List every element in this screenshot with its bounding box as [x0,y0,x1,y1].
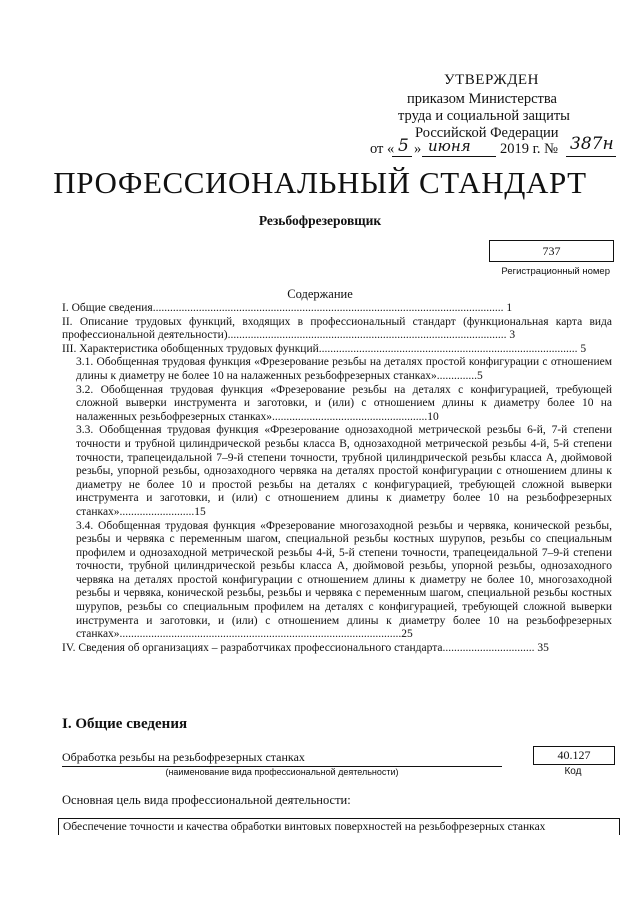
document-title: ПРОФЕССИОНАЛЬНЫЙ СТАНДАРТ [53,165,587,200]
toc-leader: .......................... [119,505,195,518]
date-prefix: от « [370,141,395,157]
toc-entry[interactable] [62,520,612,642]
toc-page: 1 [506,302,513,314]
toc-entry-text: 3.2. Обобщенная трудовая функция «Фрезерование резьбы на деталях с конфигурацией, требующей сложной выверки инструмента и заготовки, и (или) с отношением длины к диаметру более 10 на налаженных резьбофрезерных станках» [76,383,612,423]
day-underline [392,156,412,157]
toc-page: 5 [580,342,587,355]
toc-heading: Содержание [287,287,353,301]
approval-line: Российской Федерации [415,125,559,141]
toc-entry-text: III. Характеристика обобщенных трудовых функций [62,342,319,355]
toc-entry-text: II. Описание трудовых функций, входящих в профессиональный стандарт (функциональная карта вида профессиональной деятельности) [62,315,612,342]
toc-leader: .......................................................................................... [318,342,578,355]
toc-entry-text: 3.3. Обобщенная трудовая функция «Фрезерование однозаходной метрической резьбы 6-й, 7-й степени точности и трубной цилиндрической резьбы класса B, однозаходной метрической резьбы 4-й, 5-й степени точности, трапецеидальной 7–9-й степени точности, трубной цилиндрической резьбы класса A, дюймовой резьбы, упорной резьбы, однозаходного червяка на деталях простой конфигурации с отношением длины к диаметру не более 10 и простой резьбы на деталях с конфигурацией, требующей сложной выверки инструмента и заготовки, и (или) с отношением длины к диаметру более 10 на резьбофрезерных станках» [76,424,612,518]
toc-entry[interactable] [62,343,612,357]
approval-heading: УТВЕРЖДЕН [444,72,539,88]
toc-entry[interactable] [62,316,612,343]
toc-entry-text: IV. Сведения об организациях – разработчиках профессионального стандарта [62,641,443,654]
toc-leader: .............. [436,369,478,382]
approval-month: июня [428,137,471,155]
approval-line: труда и социальной защиты [398,108,570,124]
approval-year: 2019 г. № [500,141,559,157]
toc-entry[interactable] [62,356,612,383]
toc-entry[interactable] [62,424,612,519]
activity-code: 40.127 [533,746,615,765]
toc-entry[interactable] [62,384,612,425]
toc-page: 25 [401,628,413,641]
activity-name: Обработка резьбы на резьбофрезерных станках [62,750,502,767]
profession-name: Резьбофрезеровщик [258,213,382,228]
approval-number: 387н [570,134,614,154]
code-label: Код [564,766,582,777]
registration-label: Регистрационный номер [501,266,610,277]
approval-day: 5 [398,136,409,156]
section-heading: I. Общие сведения [62,716,188,732]
toc-leader: ................................ [442,641,535,654]
month-underline [422,156,496,157]
registration-number: 737 [489,240,614,262]
number-underline [566,156,616,157]
toc-page: 15 [194,505,206,518]
toc-leader: ...................................................... [272,410,428,423]
toc-entry-text: I. Общие сведения [62,302,153,314]
goal-text: Обеспечение точности и качества обработки винтовых поверхностей на резьбофрезерных станках [58,818,620,835]
toc-page: 35 [537,641,549,654]
toc-page: 5 [477,369,483,382]
table-of-contents [62,302,612,655]
activity-caption: (наименование вида профессиональной деятельности) [165,767,399,777]
toc-entry-text: 3.4. Обобщенная трудовая функция «Фрезерование многозаходной резьбы и червяка, конической резьбы, резьбы и червяка с переменным шагом, специальной резьбы костных шурупов, резьбы со специальным профилем и однозаходной метрической резьбы 4-й, 5-й степени точности, трапецеидальной 7–9-й степени точности, трубной цилиндрической резьбы класса A, дюймовой резьбы, упорной резьбы, однозаходного червяка на деталях простой конфигурации с отношением длины к диаметру не более 10, многозаходной резьбы и червяка, конической резьбы, резьбы и червяка с переменным шагом, специальной резьбы костных шурупов, резьбы со специальным профилем на деталях с конфигурацией, требующей сложной выверки инструмента и заготовки, и (или) с отношением длины к диаметру более 10 на резьбофрезерных станках» [76,519,612,641]
toc-entry[interactable] [62,642,612,656]
toc-leader: .................................................................................................. [119,628,402,641]
toc-page: 3 [509,329,516,342]
date-mid: » [414,141,422,157]
approval-line: приказом Министерства [407,91,557,107]
toc-leader: .......................................................................................................................... [152,302,504,314]
toc-entry-text: 3.1. Обобщенная трудовая функция «Фрезерование резьбы на деталях простой конфигурации с отношением длины к диаметру не более 10 на налаженных резьбофрезерных станках» [76,356,612,382]
toc-page: 10 [427,410,439,423]
toc-leader: ................................................................................................. [227,329,507,342]
toc-entry[interactable] [62,302,612,316]
goal-label: Основная цель вида профессиональной деятельности: [62,793,351,807]
